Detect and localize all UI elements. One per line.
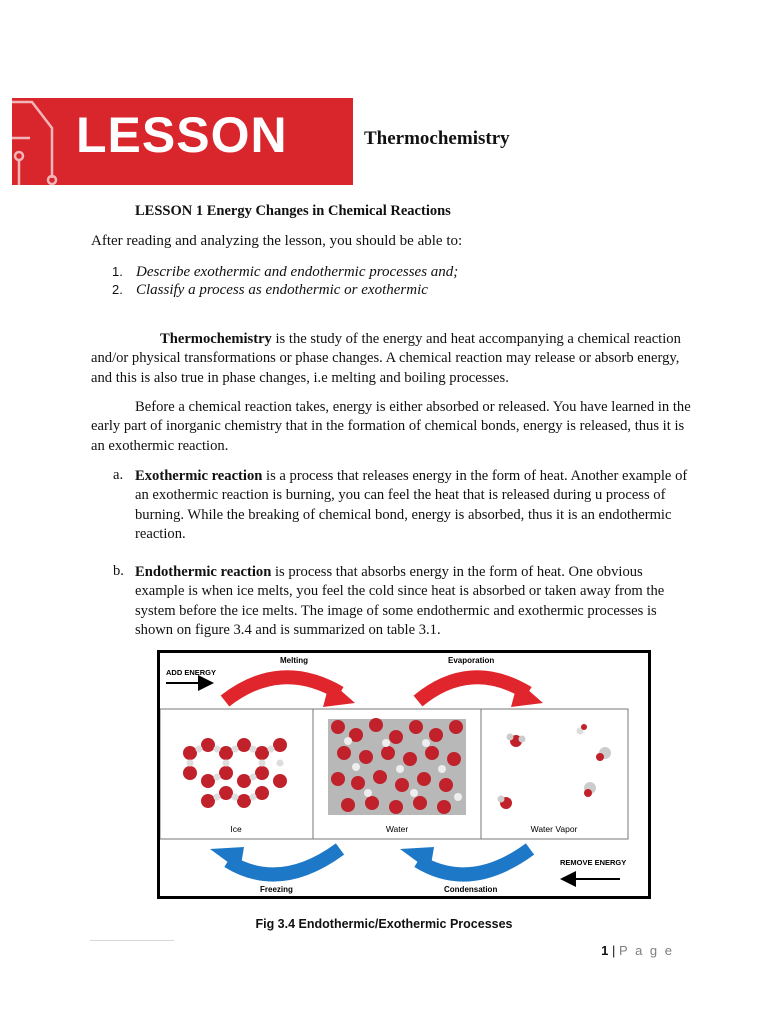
lesson-heading: LESSON 1 Energy Changes in Chemical Reactions bbox=[135, 203, 451, 219]
objective-number: 2. bbox=[112, 282, 123, 297]
freezing-arrow-icon bbox=[210, 847, 340, 874]
water-vapor-label: Water Vapor bbox=[530, 824, 578, 834]
remove-energy-label: REMOVE ENERGY bbox=[560, 858, 627, 867]
list-item-endothermic bbox=[135, 563, 691, 640]
melting-label: Melting bbox=[280, 656, 308, 665]
objective-item bbox=[112, 264, 458, 281]
page-number-value: 1 bbox=[601, 943, 609, 958]
lesson-banner bbox=[12, 98, 353, 185]
objective-item bbox=[112, 282, 428, 299]
paragraph-bond-energy bbox=[91, 398, 691, 456]
melting-arrow-icon bbox=[225, 677, 355, 707]
water-label: Water bbox=[385, 824, 409, 834]
page-number bbox=[601, 943, 674, 958]
figure-caption: Fig 3.4 Endothermic/Exothermic Processes bbox=[255, 917, 513, 931]
water-cluster-icon bbox=[328, 718, 466, 815]
list-letter: b. bbox=[113, 563, 124, 579]
objective-text: Describe exothermic and endothermic processes and; bbox=[136, 264, 459, 280]
document-title: Thermochemistry bbox=[364, 128, 510, 149]
list-letter: a. bbox=[113, 467, 124, 483]
item-text: is a process that releases energy in the form of heat. Another example of an exothermic reaction is burning, you can feel the heat that is released during u process of burning. While the breaking of chemical bond, energy is absorbed, thus it is an endothermic reaction. bbox=[135, 468, 688, 542]
vapor-panel bbox=[481, 709, 628, 839]
evaporation-label: Evaporation bbox=[448, 656, 495, 665]
list-item-exothermic bbox=[135, 467, 691, 544]
page-separator: | bbox=[612, 943, 616, 958]
page-label: P a g e bbox=[619, 943, 674, 958]
footer-divider bbox=[90, 940, 174, 941]
term-endothermic: Endothermic reaction bbox=[135, 564, 272, 580]
phase-change-figure bbox=[157, 650, 651, 899]
condensation-arrow-icon bbox=[400, 847, 530, 874]
ice-panel bbox=[160, 709, 313, 839]
add-energy-label: ADD ENERGY bbox=[166, 668, 217, 677]
paragraph-thermochemistry bbox=[91, 330, 691, 388]
term-exothermic: Exothermic reaction bbox=[135, 468, 263, 484]
freezing-label: Freezing bbox=[260, 885, 293, 894]
intro-text: After reading and analyzing the lesson, you should be able to: bbox=[91, 233, 463, 249]
paragraph-text: is the study of the energy and heat accompanying a chemical reaction and/or physical transformations or phase changes. A chemical reaction may release or absorb energy, and this is also true in phase changes, i.e melting and boiling processes. bbox=[91, 331, 681, 386]
term-thermochemistry: Thermochemistry bbox=[160, 331, 272, 347]
objective-number: 1. bbox=[112, 264, 123, 279]
ice-label: Ice bbox=[230, 824, 242, 834]
phase-diagram bbox=[160, 653, 648, 896]
objective-text: Classify a process as endothermic or exothermic bbox=[136, 282, 428, 298]
evaporation-arrow-icon bbox=[418, 677, 543, 707]
paragraph-text: Before a chemical reaction takes, energy is either absorbed or released. You have learned in the early part of inorganic chemistry that in the formation of chemical bonds, energy is released, thus it is an exothermic reaction. bbox=[91, 399, 691, 454]
banner-word: LESSON bbox=[76, 107, 288, 163]
condensation-label: Condensation bbox=[444, 885, 498, 894]
item-text: is process that absorbs energy in the form of heat. One obvious example is when ice melts, you feel the cold since heat is absorbed or taken away from the system before the ice melts. The image of some endothermic and exothermic processes is shown on figure 3.4 and is summarized on table 3.1. bbox=[135, 564, 665, 638]
